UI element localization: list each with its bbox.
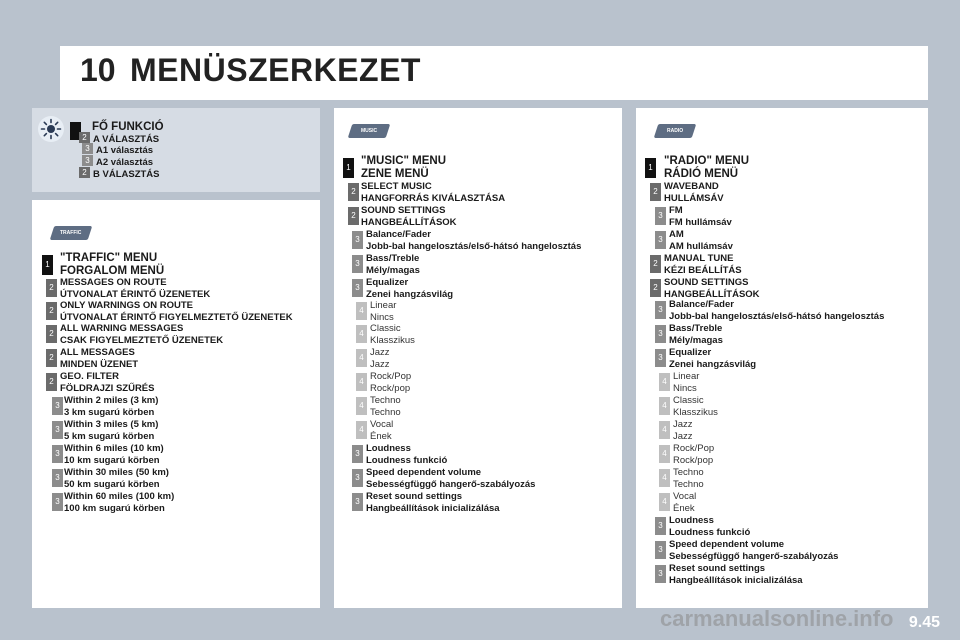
radio-item-line: Balance/Fader xyxy=(669,299,734,310)
music-item-line: Loudness xyxy=(366,443,411,454)
radio-item-line: AM xyxy=(669,229,684,240)
music-item-line: Loudness funkció xyxy=(366,454,448,466)
music-item-line: SOUND SETTINGS xyxy=(361,205,446,216)
radio-item-line: Techno xyxy=(673,478,704,490)
level-4-badge: 4 xyxy=(356,421,367,439)
level-2-badge: 2 xyxy=(46,373,57,391)
level-3-badge: 3 xyxy=(352,493,363,511)
level-3-badge: 3 xyxy=(352,279,363,297)
music-item-line: Speed dependent volume xyxy=(366,467,482,478)
radio-item-line: Bass/Treble xyxy=(669,323,723,334)
legend-title: FŐ FUNKCIÓ xyxy=(92,121,164,133)
radio-item-line: FM hullámsáv xyxy=(669,216,732,228)
traffic-item-line: FÖLDRAJZI SZŰRÉS xyxy=(60,382,155,394)
level-3-badge: 3 xyxy=(52,493,63,511)
music-item-line: Techno xyxy=(370,406,401,418)
radio-item-line: "RADIO" MENU xyxy=(664,155,750,167)
radio-item-line: MANUAL TUNE xyxy=(664,253,734,264)
level-3-badge: 3 xyxy=(655,325,666,343)
traffic-item-line: 100 km sugarú körben xyxy=(64,502,165,514)
music-item-line: Equalizer xyxy=(366,277,409,288)
level-3-badge: 3 xyxy=(655,565,666,583)
level-2-badge: 2 xyxy=(650,279,661,297)
level-4-badge: 4 xyxy=(356,325,367,343)
music-item-line: Mély/magas xyxy=(366,264,420,276)
traffic-item-line: ÚTVONALAT ÉRINTŐ FIGYELMEZTETŐ ÜZENETEK xyxy=(60,311,293,323)
traffic-tag: TRAFFIC xyxy=(50,226,93,240)
music-item-line: Sebességfüggő hangerő-szabályozás xyxy=(366,478,536,490)
radio-item-line: Jazz xyxy=(673,430,693,442)
level-3-badge: 3 xyxy=(52,445,63,463)
level-2-badge: 2 xyxy=(348,183,359,201)
level-3-badge: 3 xyxy=(655,349,666,367)
radio-item-line: Rock/pop xyxy=(673,454,714,466)
traffic-item-line: Within 60 miles (100 km) xyxy=(64,491,175,502)
music-item-line: Nincs xyxy=(370,311,394,323)
level-1-badge: 1 xyxy=(343,158,354,178)
traffic-item-line: "TRAFFIC" MENU xyxy=(60,252,158,264)
traffic-item-line: GEO. FILTER xyxy=(60,371,119,382)
traffic-item-line: Within 3 miles (5 km) xyxy=(64,419,159,430)
level-3-badge: 3 xyxy=(52,421,63,439)
level-1-badge: 1 xyxy=(42,255,53,275)
radio-item-line: Vocal xyxy=(673,491,697,502)
music-item-line: Jobb-bal hangelosztás/első-hátsó hangelosztás xyxy=(366,240,582,252)
music-item-line: Ének xyxy=(370,430,392,442)
traffic-item-line: ALL WARNING MESSAGES xyxy=(60,323,184,334)
level-4-badge: 4 xyxy=(356,397,367,415)
traffic-item-line: CSAK FIGYELMEZTETŐ ÜZENETEK xyxy=(60,334,224,346)
level-4-badge: 4 xyxy=(659,421,670,439)
music-item-line: Bass/Treble xyxy=(366,253,420,264)
music-item-line: Balance/Fader xyxy=(366,229,431,240)
chapter-number: 10 xyxy=(80,52,116,88)
radio-item-line: FM xyxy=(669,205,683,216)
radio-item-line: Ének xyxy=(673,502,695,514)
level-3-badge: 3 xyxy=(52,469,63,487)
level-2-badge: 2 xyxy=(46,302,57,320)
level-2-badge: 2 xyxy=(650,183,661,201)
legend-row-text: B VÁLASZTÁS xyxy=(93,169,160,180)
traffic-item-line: MESSAGES ON ROUTE xyxy=(60,277,167,288)
level-3-badge: 3 xyxy=(655,231,666,249)
radio-item-line: Hangbeállítások inicializálása xyxy=(669,574,803,586)
music-item-line: Vocal xyxy=(370,419,394,430)
traffic-item-line: 5 km sugarú körben xyxy=(64,430,155,442)
page-title: MENÜSZERKEZET xyxy=(130,52,421,88)
radio-item-line: Zenei hangzásvilág xyxy=(669,358,757,370)
level-3-badge: 3 xyxy=(82,143,93,154)
sun-icon xyxy=(38,116,64,142)
page-number: 9.45 xyxy=(908,614,940,631)
level-3-badge: 3 xyxy=(352,231,363,249)
music-item-line: Techno xyxy=(370,395,401,406)
level-4-badge: 4 xyxy=(356,349,367,367)
level-3-badge: 3 xyxy=(655,207,666,225)
radio-item-line: Rock/Pop xyxy=(673,443,715,454)
level-3-badge: 3 xyxy=(352,255,363,273)
music-item-line: Rock/Pop xyxy=(370,371,412,382)
music-item-line: Jazz xyxy=(370,358,390,370)
traffic-item-line: Within 30 miles (50 km) xyxy=(64,467,169,478)
level-3-badge: 3 xyxy=(352,445,363,463)
music-item-line: HANGBEÁLLÍTÁSOK xyxy=(361,216,457,228)
radio-item-line: SOUND SETTINGS xyxy=(664,277,749,288)
level-2-badge: 2 xyxy=(46,325,57,343)
radio-item-line: WAVEBAND xyxy=(664,181,719,192)
level-4-badge: 4 xyxy=(659,445,670,463)
traffic-item-line: 3 km sugarú körben xyxy=(64,406,155,418)
music-item-line: Jazz xyxy=(370,347,390,358)
level-4-badge: 4 xyxy=(356,302,367,320)
level-2-badge: 2 xyxy=(79,167,90,178)
music-item-line: "MUSIC" MENU xyxy=(361,155,447,167)
radio-item-line: KÉZI BEÁLLÍTÁS xyxy=(664,264,742,276)
level-4-badge: 4 xyxy=(659,397,670,415)
music-item-line: Zenei hangzásvilág xyxy=(366,288,454,300)
radio-item-line: Speed dependent volume xyxy=(669,539,785,550)
radio-item-line: Loudness xyxy=(669,515,714,526)
music-item-line: SELECT MUSIC xyxy=(361,181,432,192)
radio-item-line: Classic xyxy=(673,395,704,406)
radio-item-line: Jobb-bal hangelosztás/első-hátsó hangelosztás xyxy=(669,310,885,322)
level-3-badge: 3 xyxy=(352,469,363,487)
radio-item-line: Mély/magas xyxy=(669,334,723,346)
legend-row-text: A VÁLASZTÁS xyxy=(93,134,160,145)
radio-item-line: Sebességfüggő hangerő-szabályozás xyxy=(669,550,839,562)
level-3-badge: 3 xyxy=(52,397,63,415)
radio-item-line: AM hullámsáv xyxy=(669,240,733,252)
radio-item-line: Klasszikus xyxy=(673,406,718,418)
music-tag: MUSIC xyxy=(348,124,391,138)
traffic-item-line: 10 km sugarú körben xyxy=(64,454,160,466)
music-item-line: Hangbeállítások inicializálása xyxy=(366,502,500,514)
radio-item-line: Linear xyxy=(673,371,700,382)
radio-tag: RADIO xyxy=(654,124,697,138)
music-item-line: HANGFORRÁS KIVÁLASZTÁSA xyxy=(361,192,506,204)
traffic-item-line: MINDEN ÜZENET xyxy=(60,358,139,370)
music-item-line: Reset sound settings xyxy=(366,491,463,502)
level-3-badge: 3 xyxy=(655,301,666,319)
level-1-badge: 1 xyxy=(645,158,656,178)
traffic-item-line: ÚTVONALAT ÉRINTŐ ÜZENETEK xyxy=(60,288,211,300)
radio-item-line: Equalizer xyxy=(669,347,712,358)
music-item-line: ZENE MENÜ xyxy=(361,168,429,180)
legend-panel xyxy=(32,108,320,192)
level-2-badge: 2 xyxy=(650,255,661,273)
radio-item-line: Nincs xyxy=(673,382,697,394)
level-4-badge: 4 xyxy=(659,493,670,511)
music-item-line: Linear xyxy=(370,300,397,311)
music-item-line: Classic xyxy=(370,323,401,334)
traffic-item-line: Within 2 miles (3 km) xyxy=(64,395,159,406)
level-2-badge: 2 xyxy=(46,279,57,297)
level-4-badge: 4 xyxy=(356,373,367,391)
level-3-badge: 3 xyxy=(655,517,666,535)
level-4-badge: 4 xyxy=(659,373,670,391)
traffic-item-line: Within 6 miles (10 km) xyxy=(64,443,164,454)
level-2-badge: 2 xyxy=(79,132,90,143)
traffic-item-line: 50 km sugarú körben xyxy=(64,478,160,490)
radio-item-line: Techno xyxy=(673,467,704,478)
traffic-item-line: ONLY WARNINGS ON ROUTE xyxy=(60,300,194,311)
radio-item-line: Loudness funkció xyxy=(669,526,751,538)
legend-row-text: A2 választás xyxy=(96,157,154,168)
level-2-badge: 2 xyxy=(46,349,57,367)
music-item-line: Klasszikus xyxy=(370,334,415,346)
traffic-item-line: FORGALOM MENÜ xyxy=(60,265,165,277)
radio-item-line: HULLÁMSÁV xyxy=(664,192,724,204)
radio-item-line: RÁDIÓ MENÜ xyxy=(664,168,739,180)
music-item-line: Rock/pop xyxy=(370,382,411,394)
level-2-badge: 2 xyxy=(348,207,359,225)
radio-item-line: Jazz xyxy=(673,419,693,430)
level-3-badge: 3 xyxy=(655,541,666,559)
level-4-badge: 4 xyxy=(659,469,670,487)
traffic-item-line: ALL MESSAGES xyxy=(60,347,135,358)
level-3-badge: 3 xyxy=(82,155,93,166)
radio-item-line: Reset sound settings xyxy=(669,563,766,574)
watermark: carmanualsonline.info xyxy=(660,606,894,631)
radio-item-line: HANGBEÁLLÍTÁSOK xyxy=(664,288,760,300)
legend-row-text: A1 választás xyxy=(96,145,154,156)
